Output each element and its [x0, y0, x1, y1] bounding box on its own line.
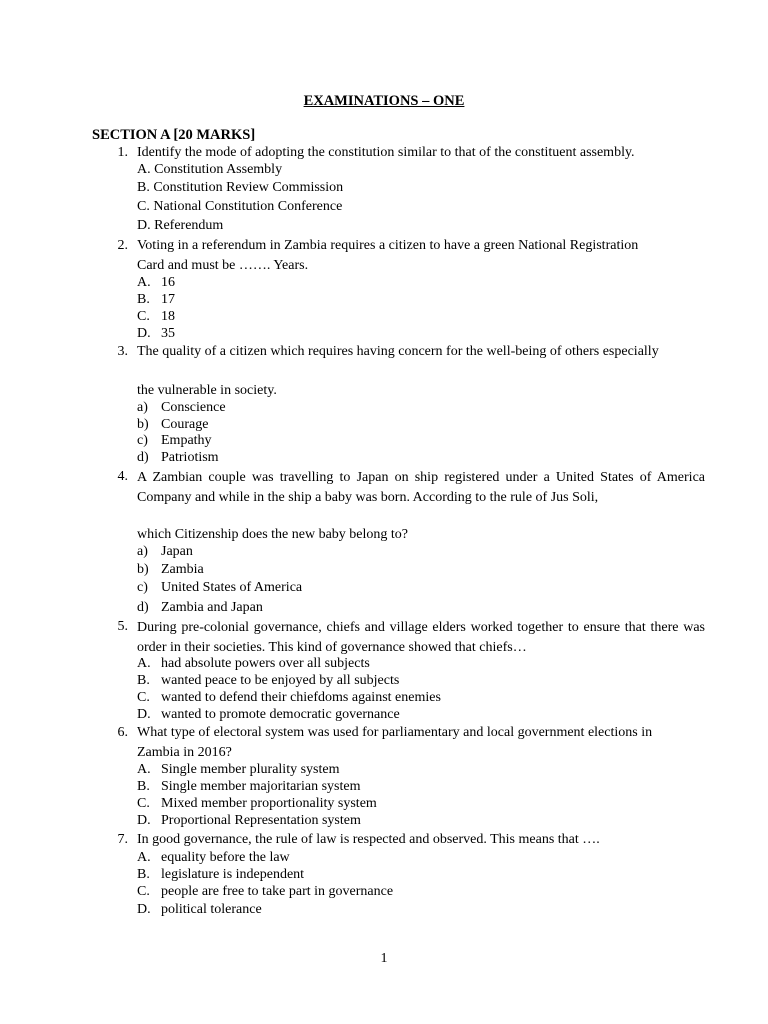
option-letter: d) [137, 600, 149, 615]
option: 16 [161, 275, 175, 290]
option: Single member plurality system [161, 762, 340, 777]
option: people are free to take part in governance [161, 884, 394, 899]
option-letter: A. [137, 275, 151, 290]
question-text [137, 468, 705, 508]
option: C. National Constitution Conference [137, 199, 343, 214]
option-letter: A. [137, 850, 151, 865]
option: Single member majoritarian system [161, 779, 361, 794]
question-number: 4. [117, 469, 128, 484]
question-text: which Citizenship does the new baby belong to? [137, 527, 408, 542]
option: had absolute powers over all subjects [161, 656, 370, 671]
option: 35 [161, 326, 175, 341]
question-number: 3. [117, 344, 128, 359]
question-number: 1. [117, 145, 128, 160]
page-title: EXAMINATIONS – ONE [303, 93, 465, 109]
question-line: America Company and while in the ship a baby was born. According to the rule of Jus Soli, [137, 470, 705, 505]
question-text: The quality of a citizen which requires having concern for the well-being of others especially [137, 344, 659, 359]
option-letter: C. [137, 796, 150, 811]
option-letter: c) [137, 580, 148, 595]
option: United States of America [161, 580, 303, 595]
question-text: What type of electoral system was used for parliamentary and local government elections in [137, 725, 653, 740]
option-letter: b) [137, 417, 149, 432]
option-letter: B. [137, 673, 150, 688]
option: 18 [161, 309, 175, 324]
option-letter: B. [137, 779, 150, 794]
option-letter: a) [137, 544, 148, 559]
option-letter: a) [137, 400, 148, 415]
option-letter: B. [137, 292, 150, 307]
option: equality before the law [161, 850, 290, 865]
option-letter: D. [137, 326, 151, 341]
question-line: During pre-colonial governance, chiefs and village elders worked together to ensure that [137, 620, 646, 635]
question-number: 7. [117, 832, 128, 847]
question-number: 6. [117, 725, 128, 740]
option-letter: b) [137, 562, 149, 577]
option: Patriotism [161, 450, 219, 465]
option: 17 [161, 292, 175, 307]
question-number: 2. [117, 238, 128, 253]
question-text: In good governance, the rule of law is respected and observed. This means that …. [137, 832, 600, 847]
option: wanted to defend their chiefdoms against enemies [161, 690, 441, 705]
option-letter: C. [137, 309, 150, 324]
question-text: Voting in a referendum in Zambia requires a citizen to have a green National Registration [137, 238, 639, 253]
question-text [137, 618, 705, 658]
option: political tolerance [161, 902, 262, 917]
option-letter: d) [137, 450, 149, 465]
option: Empathy [161, 433, 212, 448]
option-letter: D. [137, 813, 151, 828]
section-heading: SECTION A [20 MARKS] [92, 127, 256, 143]
option-letter: B. [137, 867, 150, 882]
question-text: the vulnerable in society. [137, 383, 277, 398]
option: wanted peace to be enjoyed by all subjects [161, 673, 400, 688]
option: D. Referendum [137, 218, 224, 233]
option: Mixed member proportionality system [161, 796, 377, 811]
option: Courage [161, 417, 209, 432]
option: wanted to promote democratic governance [161, 707, 400, 722]
question-line: there was order in their societies. This kind of governance showed that chiefs… [137, 620, 705, 655]
question-text: Identify the mode of adopting the constitution similar to that of the constituent assembly. [137, 145, 635, 160]
option: Zambia [161, 562, 204, 577]
option-letter: D. [137, 902, 151, 917]
option-letter: C. [137, 690, 150, 705]
option: Zambia and Japan [161, 600, 263, 615]
option-letter: A. [137, 656, 151, 671]
question-number: 5. [117, 619, 128, 634]
option: Conscience [161, 400, 226, 415]
question-text: Card and must be ……. Years. [137, 258, 309, 273]
option-letter: c) [137, 433, 148, 448]
question-text: Zambia in 2016? [137, 745, 232, 760]
option: Japan [161, 544, 193, 559]
option: B. Constitution Review Commission [137, 180, 344, 195]
option-letter: C. [137, 884, 150, 899]
option: legislature is independent [161, 867, 305, 882]
option: Proportional Representation system [161, 813, 361, 828]
option: A. Constitution Assembly [137, 162, 283, 177]
option-letter: D. [137, 707, 151, 722]
option-letter: A. [137, 762, 151, 777]
question-line: A Zambian couple was travelling to Japan on ship registered under a United States of [137, 470, 652, 485]
page-number: 1 [380, 951, 388, 966]
